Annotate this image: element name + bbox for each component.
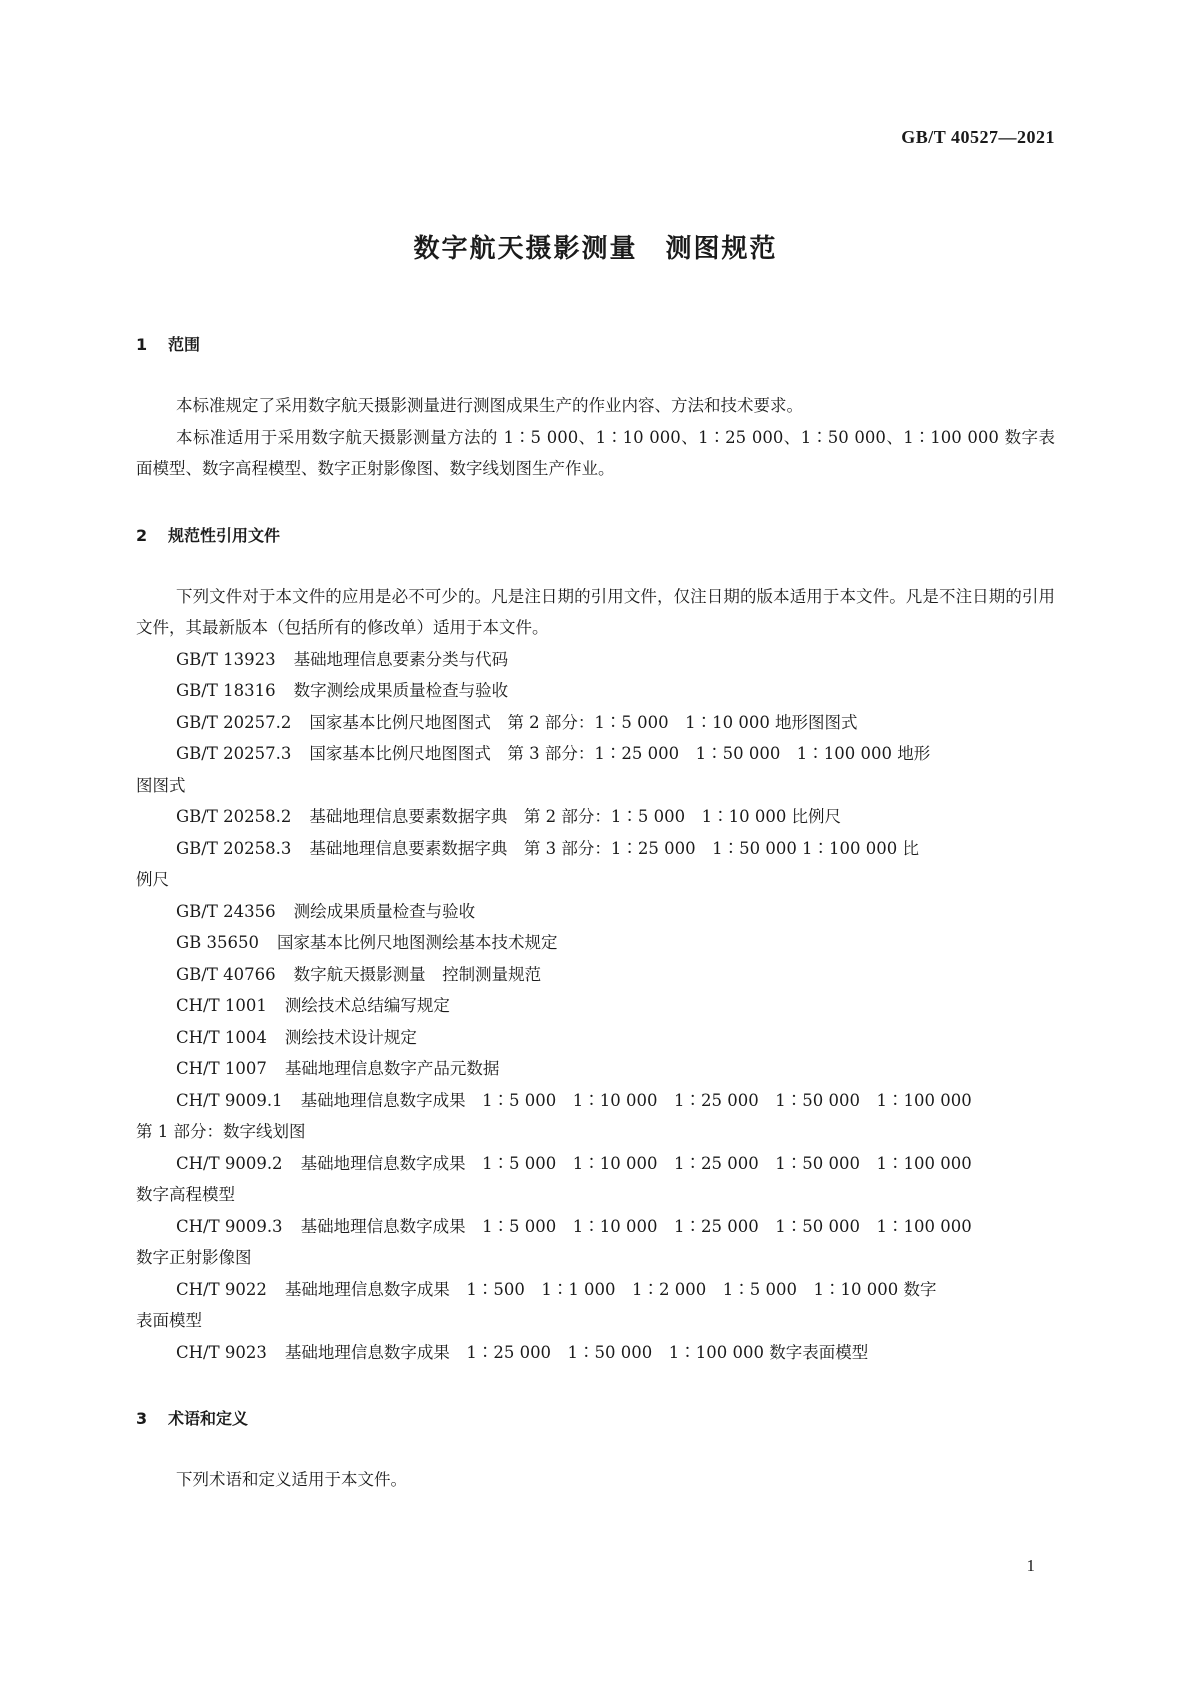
reference-item [136,675,1055,707]
reference-code: CH/T 1004 [176,1027,267,1047]
scope-paragraph: 本标准规定了采用数字航天摄影测量进行测图成果生产的作业内容、方法和技术要求。 [176,396,803,415]
reference-item [136,896,1055,928]
section-title: 规范性引用文件 [168,525,281,545]
reference-item [136,959,1055,991]
section-number: 3 [136,1409,148,1428]
reference-code: GB/T 20257.3 [176,744,292,763]
reference-item [136,1022,1055,1054]
reference-item [136,1211,1055,1274]
reference-title: 基础地理信息要素数据字典 第 3 部分：1∶25 000 1∶50 000 1∶100 000 比 [309,838,920,858]
reference-title: 测绘技术总结编写规定 [284,996,450,1015]
reference-code: CH/T 1001 [176,996,267,1015]
reference-title: 国家基本比例尺地图图式 第 2 部分：1∶5 000 1∶10 000 地形图图式 [309,712,858,732]
reference-title-continued: 数字高程模型 [136,1185,235,1204]
reference-title-continued: 例尺 [136,870,169,889]
reference-code: GB/T 20258.3 [176,838,292,858]
reference-title: 基础地理信息要素分类与代码 [293,649,509,669]
reference-title: 测绘技术设计规定 [284,1027,417,1047]
reference-title: 基础地理信息数字成果 1∶5 000 1∶10 000 1∶25 000 1∶50 000 1∶100 000 [300,1153,972,1173]
terms-paragraph: 下列术语和定义适用于本文件。 [176,1470,407,1489]
reference-item [136,990,1055,1022]
reference-code: GB/T 20258.2 [176,807,292,826]
reference-title: 国家基本比例尺地图测绘基本技术规定 [277,933,558,952]
section-number: 1 [136,335,148,354]
reference-item [136,833,1055,896]
reference-code: CH/T 9009.3 [176,1216,283,1236]
reference-title: 基础地理信息数字成果 1∶5 000 1∶10 000 1∶25 000 1∶50 000 1∶100 000 [300,1090,972,1110]
reference-item [136,1337,1055,1369]
reference-title: 测绘成果质量检查与验收 [293,901,476,921]
reference-item [136,1274,1055,1337]
reference-code: GB/T 40766 [176,964,276,984]
section-number: 2 [136,525,148,545]
reference-title: 基础地理信息数字成果 1∶25 000 1∶50 000 1∶100 000 数字表面模型 [284,1342,869,1362]
reference-title: 基础地理信息数字成果 1∶5 000 1∶10 000 1∶25 000 1∶50 000 1∶100 000 [300,1216,972,1236]
reference-title: 基础地理信息要素数据字典 第 2 部分：1∶5 000 1∶10 000 比例尺 [309,807,842,826]
reference-title-continued: 第 1 部分：数字线划图 [136,1122,306,1141]
section-heading-scope [136,330,1055,360]
references-intro: 下列文件对于本文件的应用是必不可少的。凡是注日期的引用文件，仅注日期的版本适用于本文件。凡是不注日期的引用文件，其最新版本（包括所有的修改单）适用于本文件。 [136,586,1055,637]
reference-item [136,1053,1055,1085]
reference-list [136,644,1055,1369]
reference-title-continued: 表面模型 [136,1311,202,1330]
document-title: 数字航天摄影测量 测图规范 [413,234,778,264]
reference-item [136,1148,1055,1211]
reference-code: GB/T 20257.2 [176,712,292,732]
section-heading-terms [136,1404,1055,1434]
reference-title-continued: 数字正射影像图 [136,1248,252,1267]
reference-title: 国家基本比例尺地图图式 第 3 部分：1∶25 000 1∶50 000 1∶100 000 地形 [309,744,931,763]
reference-item [136,801,1055,833]
reference-code: CH/T 9022 [176,1279,267,1299]
reference-title: 数字测绘成果质量检查与验收 [293,681,509,700]
reference-item [136,738,1055,801]
section-title: 范围 [168,335,201,354]
reference-code: GB 35650 [176,933,260,952]
page-number: 1 [1026,1556,1035,1575]
reference-title: 基础地理信息数字成果 1∶500 1∶1 000 1∶2 000 1∶5 000 1∶10 000 数字 [284,1279,937,1299]
reference-title-continued: 图图式 [136,775,186,795]
reference-item [136,1085,1055,1148]
standard-number: GB/T 40527—2021 [901,127,1055,147]
reference-item [136,707,1055,739]
section-title: 术语和定义 [168,1409,249,1428]
reference-code: GB/T 18316 [176,681,276,700]
reference-code: CH/T 9023 [176,1342,267,1362]
document-body [136,330,1055,1496]
reference-title: 基础地理信息数字产品元数据 [284,1059,500,1078]
reference-code: CH/T 9009.2 [176,1153,283,1173]
reference-code: GB/T 13923 [176,649,276,669]
reference-title: 数字航天摄影测量 控制测量规范 [293,964,542,984]
reference-item [136,644,1055,676]
reference-code: CH/T 1007 [176,1059,267,1078]
reference-code: CH/T 9009.1 [176,1090,283,1110]
reference-item [136,927,1055,959]
scope-paragraph: 本标准适用于采用数字航天摄影测量方法的 1∶5 000、1∶10 000、1∶25 000、1∶50 000、1∶100 000 数字表面模型、数字高程模型、数字正射影像图、数字线划图生产作业。 [136,427,1055,478]
reference-code: GB/T 24356 [176,901,276,921]
section-heading-references [136,521,1055,551]
